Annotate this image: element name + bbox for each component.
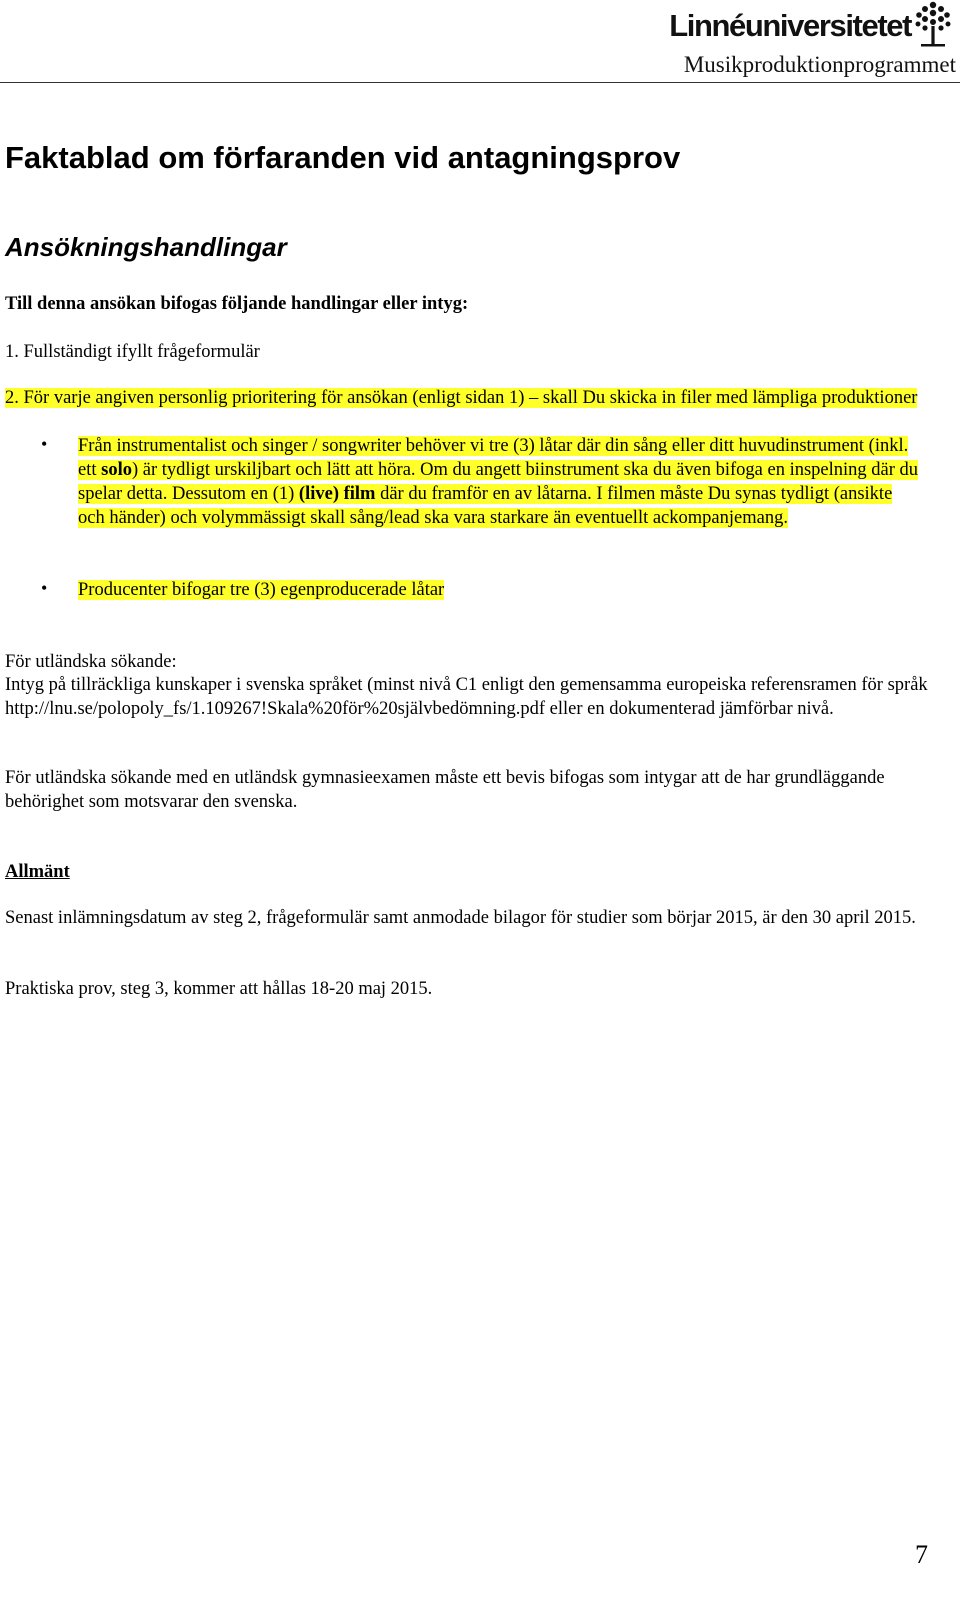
foreign-language-requirement: Intyg på tillräckliga kunskaper i svenska språket (minst nivå C1 enligt den gemensamma europeiska referensramen för språk http://lnu.se/polopoly_fs/1.109267!Skala%20för%20självbedömning.pdf eller en dokumenterad jämförbar nivå. (5, 675, 928, 719)
page-header (0, 0, 960, 86)
bullet1-bold-solo: solo (101, 460, 132, 480)
page-number: 7 (915, 1540, 928, 1569)
deadline-text: Senast inlämningsdatum av steg 2, frågeformulär samt anmodade bilagor för studier som börjar 2015, är den 30 april 2015. (5, 908, 916, 928)
university-logo (635, 0, 955, 50)
foreign-applicants-label: För utländska sökande: (5, 652, 177, 672)
list-item-1: 1. Fullständigt ifyllt frågeformulär (5, 342, 260, 362)
tree-icon (913, 0, 953, 48)
list-item-2 (5, 386, 940, 410)
page-title: Faktablad om förfaranden vid antagningsprov (5, 140, 681, 175)
bullet1-bold-film: (live) film (298, 484, 376, 504)
list-item-2-text: 2. För varje angiven personlig prioritering för ansökan (enligt sidan 1) – skall Du skicka in filer med lämpliga produktioner (5, 388, 918, 408)
practical-test-text: Praktiska prov, steg 3, kommer att hållas 18-20 maj 2015. (5, 979, 433, 999)
bullet1-text (78, 436, 918, 528)
bullet1-part3: där du framför en av låtarna. I filmen måste Du synas tydligt (ansikte och händer) och volymmässigt skall sång/lead ska vara starkare än eventuellt ackompanjemang. (78, 484, 893, 528)
section-heading-applications: Ansökningshandlingar (5, 232, 287, 262)
bullet-item-instrumentalist (78, 434, 923, 530)
bullet-item-producers (78, 578, 923, 602)
bullet2-text: Producenter bifogar tre (3) egenproducerade låtar (78, 580, 445, 600)
bullet1-part2: ) är tydligt urskiljbart och lätt att höra. Om du angett biinstrument ska du även bifoga en inspelning där du spelar detta. Dessutom en (1) (78, 460, 919, 504)
program-name: Musikproduktionprogrammet (683, 52, 956, 77)
intro-text: Till denna ansökan bifogas följande handlingar eller intyg: (5, 294, 469, 314)
bullet-symbol: • (41, 578, 48, 598)
foreign-diploma-requirement: För utländska sökande med en utländsk gymnasieexamen måste ett bevis bifogas som intygar att de har grundläggande behörighet som motsvarar den svenska. (5, 768, 885, 812)
section-heading-general: Allmänt (5, 862, 70, 882)
bullet-symbol: • (41, 434, 48, 454)
logo-text: Linnéuniversitetet (669, 8, 911, 43)
bullet1-part1: Från instrumentalist och singer / songwriter behöver vi tre (3) låtar där din sång eller ditt huvudinstrument (inkl. ett (78, 436, 909, 480)
header-divider (0, 82, 960, 83)
